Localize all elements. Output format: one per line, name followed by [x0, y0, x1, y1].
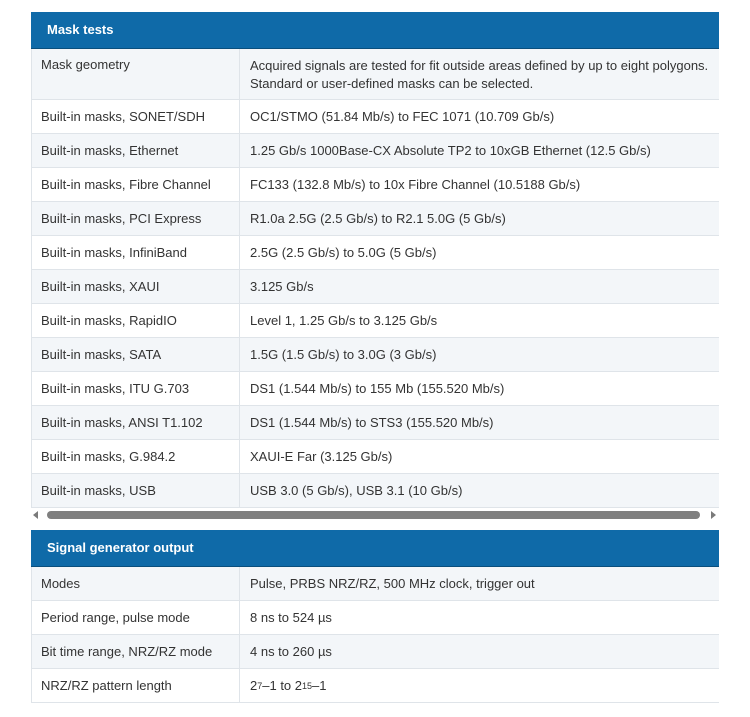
row-value: OC1/STMO (51.84 Mb/s) to FEC 1071 (10.709 Gb/s): [250, 108, 555, 124]
table-row: [31, 100, 719, 134]
scroll-left-arrow-icon[interactable]: [33, 511, 38, 519]
row-value: DS1 (1.544 Mb/s) to STS3 (155.520 Mb/s): [250, 414, 494, 430]
table-row: [31, 635, 719, 669]
table-row: [31, 202, 719, 236]
scroll-right-arrow-icon[interactable]: [711, 511, 716, 519]
row-value: 3.125 Gb/s: [250, 278, 314, 294]
pattern-end: –1: [312, 677, 327, 693]
row-label: Built-in masks, RapidIO: [32, 304, 240, 337]
pattern-base-2: 2: [294, 677, 303, 693]
row-value: 1.25 Gb/s 1000Base-CX Absolute TP2 to 10xGB Ethernet (12.5 Gb/s): [250, 142, 651, 158]
table-row: [31, 567, 719, 601]
row-value: USB 3.0 (5 Gb/s), USB 3.1 (10 Gb/s): [250, 482, 463, 498]
row-value: FC133 (132.8 Mb/s) to 10x Fibre Channel (10.5188 Gb/s): [250, 176, 581, 192]
row-label: Built-in masks, SATA: [32, 338, 240, 371]
pattern-mid: –1 to: [262, 677, 295, 693]
table-row: [31, 440, 719, 474]
mask-tests-header: Mask tests: [31, 12, 719, 49]
table-row: [31, 669, 719, 703]
row-value: Acquired signals are tested for fit outside areas defined by up to eight polygons. Standard or user-defined masks can be selected.: [250, 58, 709, 91]
table-row: [31, 406, 719, 440]
row-label: Built-in masks, ANSI T1.102: [32, 406, 240, 439]
table-row: [31, 168, 719, 202]
table-row: [31, 270, 719, 304]
row-value: R1.0a 2.5G (2.5 Gb/s) to R2.1 5.0G (5 Gb/s): [250, 210, 506, 226]
row-label: Built-in masks, Ethernet: [32, 134, 240, 167]
row-label: Period range, pulse mode: [32, 601, 240, 634]
row-label: Built-in masks, XAUI: [32, 270, 240, 303]
row-label: Built-in masks, InfiniBand: [32, 236, 240, 269]
row-value: XAUI-E Far (3.125 Gb/s): [250, 448, 393, 464]
row-value: Level 1, 1.25 Gb/s to 3.125 Gb/s: [250, 312, 438, 328]
row-label: Built-in masks, G.984.2: [32, 440, 240, 473]
row-label: NRZ/RZ pattern length: [32, 669, 240, 702]
table-row: [31, 601, 719, 635]
horizontal-scrollbar[interactable]: [31, 508, 719, 524]
table-row: [31, 236, 719, 270]
row-value: 2.5G (2.5 Gb/s) to 5.0G (5 Gb/s): [250, 244, 437, 260]
row-label: Built-in masks, PCI Express: [32, 202, 240, 235]
table-row: [31, 372, 719, 406]
table-row: [31, 338, 719, 372]
table-row: [31, 49, 719, 100]
row-label: Bit time range, NRZ/RZ mode: [32, 635, 240, 668]
row-label: Mask geometry: [32, 49, 240, 99]
pattern-exp-2: 15: [302, 680, 313, 691]
row-value: Pulse, PRBS NRZ/RZ, 500 MHz clock, trigger out: [250, 575, 535, 591]
pattern-length-value: [240, 669, 719, 702]
row-label: Built-in masks, USB: [32, 474, 240, 507]
signal-generator-table: [31, 530, 719, 703]
table-row: [31, 474, 719, 508]
row-label: Modes: [32, 567, 240, 600]
row-value: 1.5G (1.5 Gb/s) to 3.0G (3 Gb/s): [250, 346, 437, 362]
row-label: Built-in masks, SONET/SDH: [32, 100, 240, 133]
row-value: 8 ns to 524 µs: [250, 609, 332, 625]
table-row: [31, 304, 719, 338]
row-label: Built-in masks, ITU G.703: [32, 372, 240, 405]
table-row: [31, 134, 719, 168]
row-value: 4 ns to 260 µs: [250, 643, 332, 659]
pattern-base-1: 2: [250, 677, 258, 693]
mask-tests-table: [31, 12, 719, 508]
pattern-exp-1: 7: [257, 680, 263, 691]
scrollbar-thumb[interactable]: [47, 511, 700, 519]
row-value: DS1 (1.544 Mb/s) to 155 Mb (155.520 Mb/s): [250, 380, 505, 396]
signal-generator-header: Signal generator output: [31, 530, 719, 567]
row-label: Built-in masks, Fibre Channel: [32, 168, 240, 201]
